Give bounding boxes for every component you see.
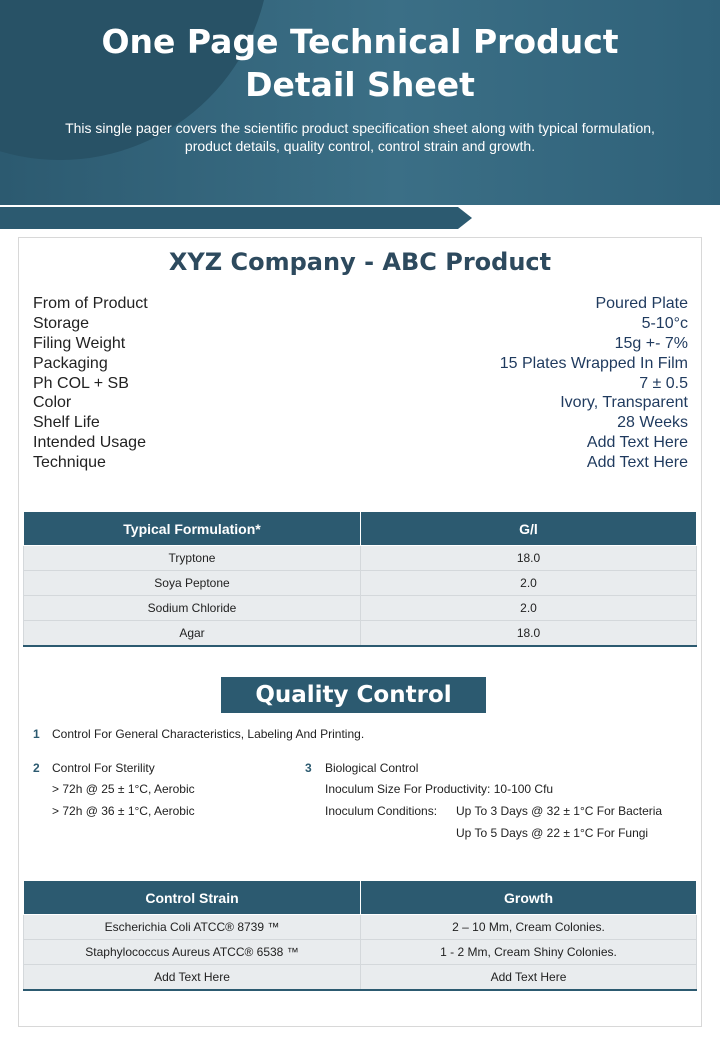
- table-cell: Staphylococcus Aureus ATCC® 6538 ™: [24, 940, 361, 965]
- table-cell: Soya Peptone: [24, 571, 361, 596]
- spec-label: Shelf Life: [33, 414, 100, 432]
- table-cell: 2.0: [361, 571, 697, 596]
- spec-label: Intended Usage: [33, 434, 146, 452]
- spec-value: Ivory, Transparent: [560, 394, 688, 412]
- table-header-row: [24, 512, 697, 546]
- table-cell: Add Text Here: [24, 965, 361, 990]
- page-title: [0, 20, 720, 106]
- spec-value: 28 Weeks: [617, 414, 688, 432]
- spec-label: Color: [33, 394, 72, 412]
- table-cell: 18.0: [361, 621, 697, 646]
- spec-row: [33, 393, 688, 413]
- qc-item-title: Control For Sterility: [52, 761, 155, 775]
- quality-control-title: Quality Control: [221, 677, 486, 713]
- spec-label: Technique: [33, 454, 106, 472]
- spec-label: Storage: [33, 314, 90, 332]
- spec-list: [33, 294, 688, 473]
- qc-item-detail: > 72h @ 36 ± 1°C, Aerobic: [52, 804, 195, 818]
- spec-value: Add Text Here: [586, 454, 688, 472]
- spec-label: Packaging: [33, 354, 108, 372]
- table-cell: Sodium Chloride: [24, 596, 361, 621]
- table-header-row: [24, 881, 697, 915]
- spec-row: [33, 294, 688, 314]
- header-banner: [0, 0, 720, 205]
- page-title-line1: One Page Technical Product: [101, 22, 619, 61]
- table-cell: Escherichia Coli ATCC® 8739 ™: [24, 915, 361, 940]
- spec-row: [33, 334, 688, 354]
- table-cell: 2 – 10 Mm, Cream Colonies.: [361, 915, 697, 940]
- spec-row: [33, 453, 688, 473]
- table-cell: 2.0: [361, 596, 697, 621]
- table-row: [24, 596, 697, 621]
- table-row: [24, 915, 697, 940]
- spec-value: 15 Plates Wrapped In Film: [499, 354, 688, 372]
- table-cell: Add Text Here: [361, 965, 697, 990]
- spec-value: Poured Plate: [595, 295, 688, 312]
- formulation-table: [23, 511, 697, 647]
- spec-value: 7 ± 0.5: [639, 374, 688, 392]
- qc-item-number: 2: [33, 761, 40, 775]
- qc-item-number: 1: [33, 727, 40, 741]
- page-subtitle-line2: product details, quality control, control strain and growth.: [184, 138, 536, 154]
- spec-row: [33, 433, 688, 453]
- page-title-line2: Detail Sheet: [245, 65, 475, 104]
- qc-item-number: 3: [305, 761, 312, 775]
- table-row: [24, 621, 697, 646]
- spec-value: Add Text Here: [586, 434, 688, 452]
- spec-label: From of Product: [33, 295, 148, 312]
- table-cell: 1 - 2 Mm, Cream Shiny Colonies.: [361, 940, 697, 965]
- column-header: Control Strain: [24, 881, 361, 915]
- qc-item-title: Biological Control: [325, 761, 419, 775]
- table-row: [24, 965, 697, 990]
- spec-label: Filing Weight: [33, 334, 126, 352]
- qc-item-detail: Inoculum Size For Productivity: 10-100 Cfu: [325, 782, 554, 796]
- company-title: XYZ Company - ABC Product: [168, 248, 552, 276]
- spec-row: [33, 413, 688, 433]
- page-subtitle: [40, 119, 680, 155]
- column-header: G/l: [361, 512, 697, 546]
- table-row: [24, 546, 697, 571]
- arrow-banner: [0, 207, 472, 229]
- spec-row: [33, 354, 688, 374]
- qc-item-detail: Up To 5 Days @ 22 ± 1°C For Fungi: [456, 826, 649, 840]
- column-header: Typical Formulation*: [24, 512, 361, 546]
- table-row: [24, 571, 697, 596]
- table-cell: Agar: [24, 621, 361, 646]
- qc-item-detail-label: Inoculum Conditions:: [325, 804, 438, 818]
- spec-row: [33, 314, 688, 334]
- qc-item-detail: Up To 3 Days @ 32 ± 1°C For Bacteria: [456, 804, 663, 818]
- spec-row: [33, 374, 688, 394]
- column-header: Growth: [361, 881, 697, 915]
- spec-value: 15g +- 7%: [614, 334, 688, 352]
- qc-item-text: Control For General Characteristics, Labeling And Printing.: [52, 727, 365, 741]
- qc-item-detail: > 72h @ 25 ± 1°C, Aerobic: [52, 782, 195, 796]
- spec-value: 5-10°c: [641, 314, 688, 332]
- table-cell: 18.0: [361, 546, 697, 571]
- spec-label: Ph COL + SB: [33, 374, 129, 392]
- control-strain-table: [23, 880, 697, 991]
- table-row: [24, 940, 697, 965]
- table-cell: Tryptone: [24, 546, 361, 571]
- page-subtitle-line1: This single pager covers the scientific product specification sheet along with typical formulation,: [65, 120, 655, 136]
